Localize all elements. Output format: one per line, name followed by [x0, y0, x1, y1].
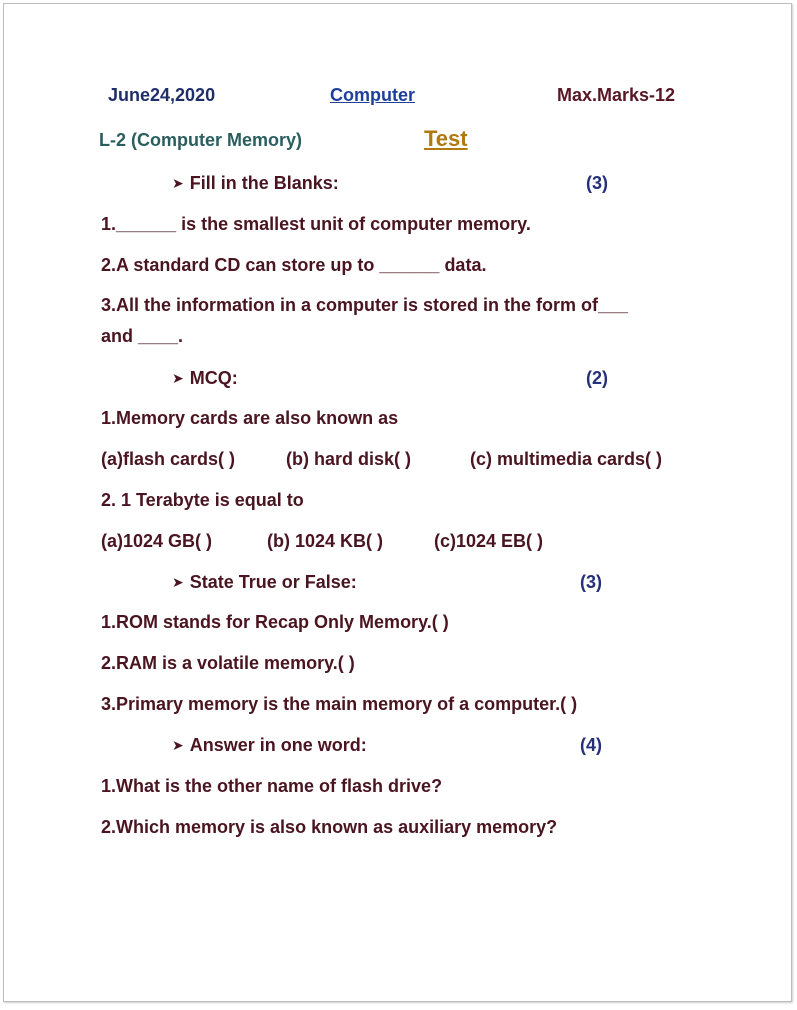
fill-q3-line2: and ____. — [101, 326, 184, 346]
subject-title: Computer — [330, 85, 415, 105]
fill-blanks-marks: (3) — [586, 173, 608, 193]
arrowhead-bullet-icon: ➤ — [172, 574, 184, 590]
mcq-marks: (2) — [586, 368, 608, 388]
mcq-q2-option-b: (b) 1024 KB( ) — [267, 531, 384, 551]
one-word-heading: ➤ Answer in one word: — [172, 735, 367, 755]
mcq-q1-option-a: (a)flash cards( ) — [101, 449, 236, 469]
mcq-q1-option-b: (b) hard disk( ) — [286, 449, 411, 469]
arrowhead-bullet-icon: ➤ — [172, 175, 184, 191]
fill-q2: 2.A standard CD can store up to ______ data. — [101, 255, 487, 275]
mcq-q2-option-c: (c)1024 EB( ) — [434, 531, 544, 551]
ow-q1: 1.What is the other name of flash drive? — [101, 776, 443, 796]
arrowhead-bullet-icon: ➤ — [172, 370, 184, 386]
mcq-q2-option-a: (a)1024 GB( ) — [101, 531, 213, 551]
fill-q1: 1.______ is the smallest unit of computer memory. — [101, 214, 531, 234]
tf-q2: 2.RAM is a volatile memory.( ) — [101, 653, 355, 673]
tf-q3: 3.Primary memory is the main memory of a computer.( ) — [101, 694, 578, 714]
true-false-marks: (3) — [580, 572, 602, 592]
fill-blanks-heading: ➤ Fill in the Blanks: — [172, 173, 339, 193]
mcq-q2: 2. 1 Terabyte is equal to — [101, 490, 304, 510]
max-marks: Max.Marks-12 — [557, 85, 676, 105]
mcq-q1-option-c: (c) multimedia cards( ) — [470, 449, 663, 469]
fill-q3-line1: 3.All the information in a computer is stored in the form of___ — [101, 295, 629, 315]
true-false-heading: ➤ State True or False: — [172, 572, 357, 592]
lesson-title: L-2 (Computer Memory) — [99, 130, 303, 150]
test-title: Test — [424, 126, 468, 151]
mcq-heading: ➤ MCQ: — [172, 368, 238, 388]
one-word-marks: (4) — [580, 735, 602, 755]
date: June24,2020 — [108, 85, 216, 105]
tf-q1: 1.ROM stands for Recap Only Memory.( ) — [101, 612, 449, 632]
ow-q2: 2.Which memory is also known as auxiliary memory? — [101, 817, 558, 837]
mcq-q1: 1.Memory cards are also known as — [101, 408, 399, 428]
arrowhead-bullet-icon: ➤ — [172, 737, 184, 753]
worksheet-page — [3, 3, 792, 1002]
